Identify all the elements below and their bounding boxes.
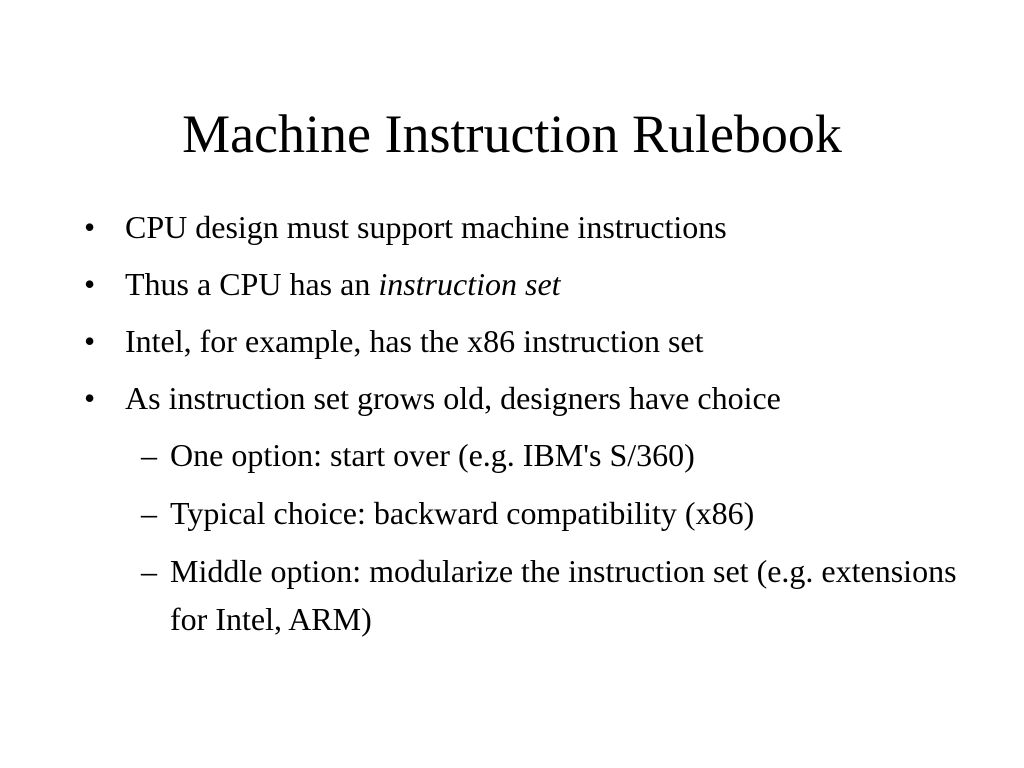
bullet-item — [84, 203, 964, 251]
slide-title: Machine Instruction Rulebook — [182, 104, 842, 164]
sub-bullet-item — [84, 431, 964, 479]
bullet-marker: • — [84, 380, 96, 416]
bullet-marker: • — [84, 209, 96, 245]
sub-bullet-marker: – — [141, 495, 157, 531]
sub-bullet-marker: – — [141, 553, 157, 589]
sub-bullet-item — [84, 489, 964, 537]
sub-bullet-text: One option: start over (e.g. IBM's S/360) — [170, 437, 695, 473]
bullet-text: Thus a CPU has an — [125, 266, 379, 302]
bullet-text: As instruction set grows old, designers have choice — [125, 380, 781, 416]
bullet-text: Intel, for example, has the x86 instruction set — [125, 323, 704, 359]
sub-bullet-marker: – — [141, 437, 157, 473]
bullet-marker: • — [84, 266, 96, 302]
bullet-item — [84, 317, 964, 365]
sub-bullet-text: Middle option: modularize the instruction set (e.g. extensions for Intel, ARM) — [170, 553, 957, 637]
bullet-list — [84, 203, 964, 653]
bullet-text: CPU design must support machine instructions — [125, 209, 727, 245]
bullet-emphasis: instruction set — [378, 266, 561, 302]
sub-bullet-item — [84, 547, 964, 643]
bullet-marker: • — [84, 323, 96, 359]
sub-bullet-text: Typical choice: backward compatibility (x86) — [170, 495, 755, 531]
bullet-item — [84, 374, 964, 422]
bullet-item — [84, 260, 964, 308]
